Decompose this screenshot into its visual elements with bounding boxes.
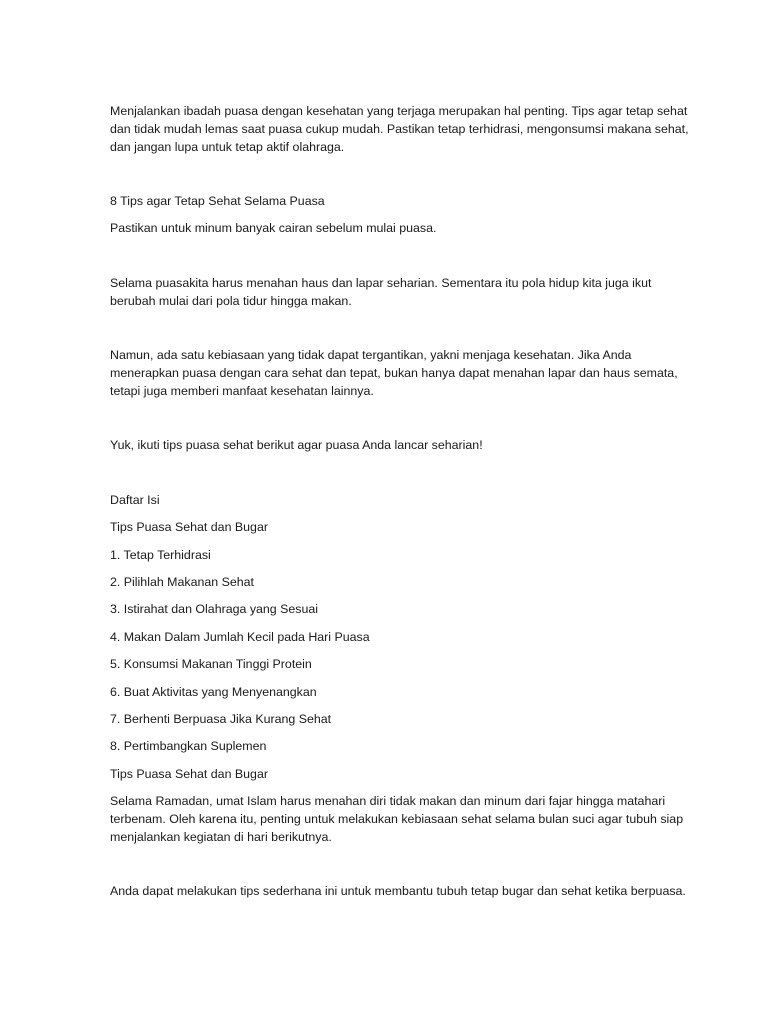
toc-item: 1. Tetap Terhidrasi xyxy=(110,548,211,562)
toc-title: Daftar Isi xyxy=(110,493,160,507)
paragraph-health-habit: Namun, ada satu kebiasaan yang tidak dapat tergantikan, yakni menjaga kesehatan. Jika Anda menerapkan puasa dengan cara sehat dan tepat, bukan hanya dapat menahan lapar dan haus semata, tetapi juga memberi manfaat kesehatan lainnya. xyxy=(110,348,678,398)
toc-item: 4. Makan Dalam Jumlah Kecil pada Hari Puasa xyxy=(110,630,370,644)
toc-item: 6. Buat Aktivitas yang Menyenangkan xyxy=(110,685,317,699)
article-heading: 8 Tips agar Tetap Sehat Selama Puasa xyxy=(110,194,325,208)
toc-item: 2. Pilihlah Makanan Sehat xyxy=(110,575,254,589)
intro-paragraph: Menjalankan ibadah puasa dengan kesehatan yang terjaga merupakan hal penting. Tips agar tetap sehat dan tidak mudah lemas saat puasa cukup mudah. Pastikan tetap terhidrasi, mengonsumsi makana sehat, dan jangan lupa untuk tetap aktif olahraga. xyxy=(110,104,689,154)
toc-item: 7. Berhenti Berpuasa Jika Kurang Sehat xyxy=(110,712,332,726)
paragraph-routine-change: Selama puasakita harus menahan haus dan lapar seharian. Sementara itu pola hidup kita juga ikut berubah mulai dari pola tidur hingga makan. xyxy=(110,276,652,308)
paragraph-ramadan: Selama Ramadan, umat Islam harus menahan diri tidak makan dan minum dari fajar hingga matahari terbenam. Oleh karena itu, penting untuk melakukan kebiasaan sehat selama bulan suci agar tubuh siap menjalankan kegiatan di hari berikutnya. xyxy=(110,794,684,844)
toc-item: 8. Pertimbangkan Suplemen xyxy=(110,739,267,753)
paragraph-simple-tips: Anda dapat melakukan tips sederhana ini untuk membantu tubuh tetap bugar dan sehat ketika berpuasa. xyxy=(110,884,686,898)
toc-item: 5. Konsumsi Makanan Tinggi Protein xyxy=(110,657,312,671)
toc-section: Tips Puasa Sehat dan Bugar xyxy=(110,520,268,534)
section-heading: Tips Puasa Sehat dan Bugar xyxy=(110,767,268,781)
paragraph-invitation: Yuk, ikuti tips puasa sehat berikut agar puasa Anda lancar seharian! xyxy=(110,438,483,452)
paragraph-hydration: Pastikan untuk minum banyak cairan sebelum mulai puasa. xyxy=(110,221,437,235)
toc-item: 3. Istirahat dan Olahraga yang Sesuai xyxy=(110,602,319,616)
